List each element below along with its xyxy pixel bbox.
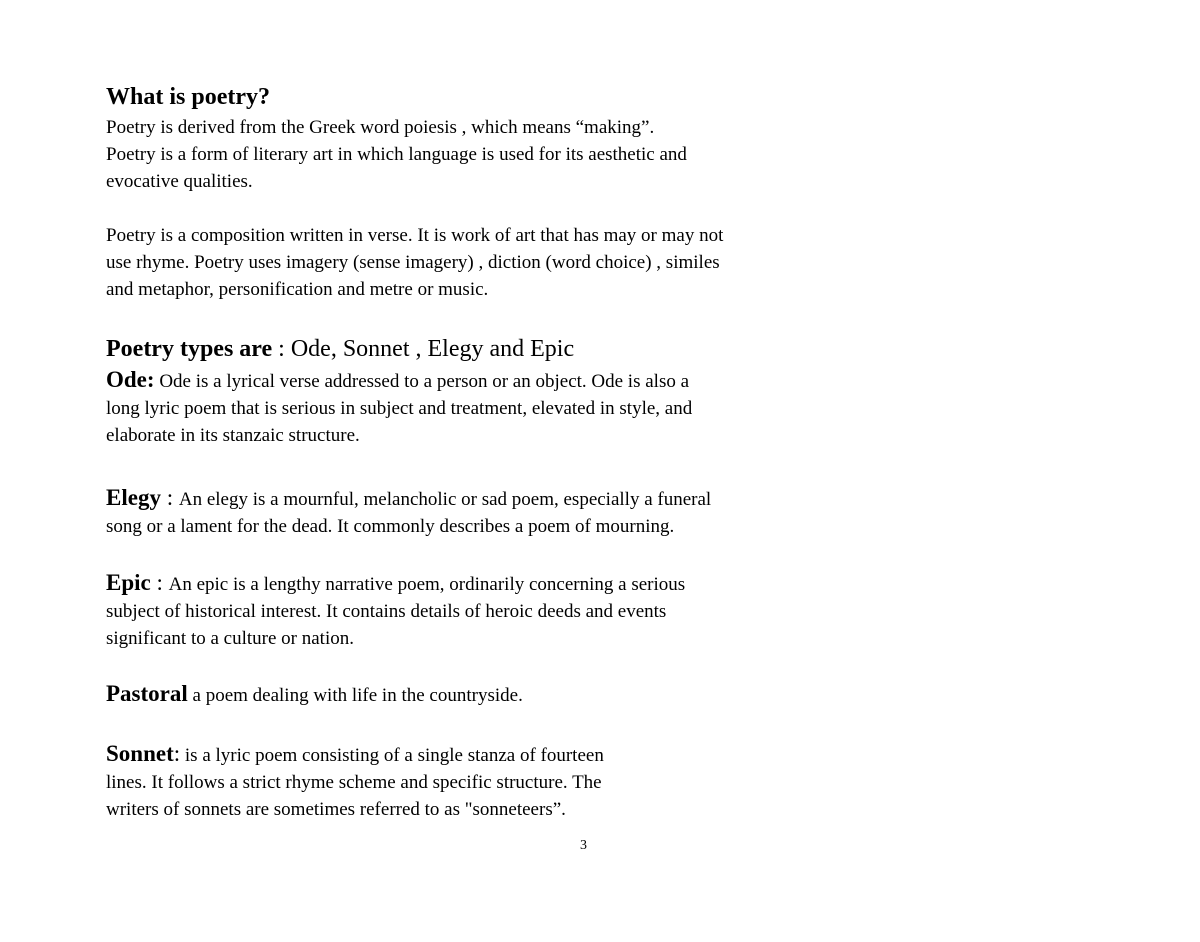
poetry-types-row xyxy=(106,334,574,366)
poetry-types-list: Ode, Sonnet , Elegy and Epic xyxy=(290,336,575,362)
poetry-types-separator: : xyxy=(272,336,291,362)
ode-term: Ode: xyxy=(106,367,155,392)
elegy-term: Elegy xyxy=(106,485,161,510)
paragraph-text: is a lyric poem consisting of a single stanza of fourteen xyxy=(180,745,604,766)
intro-paragraph xyxy=(106,114,687,195)
epic-first-line xyxy=(106,569,685,598)
epic-colon: : xyxy=(150,570,169,595)
poetry-types-label: Poetry types are xyxy=(106,336,273,362)
epic-section xyxy=(106,569,685,652)
ode-section xyxy=(106,366,692,449)
elegy-section xyxy=(106,484,711,540)
sonnet-section xyxy=(106,740,604,823)
title-block xyxy=(106,84,270,111)
pastoral-line xyxy=(106,680,523,709)
page-number: 3 xyxy=(580,838,587,853)
paragraph-line: and metaphor, personification and metre or music. xyxy=(106,279,489,300)
paragraph-line: evocative qualities. xyxy=(106,171,253,192)
paragraph-line: subject of historical interest. It contains details of heroic deeds and events xyxy=(106,601,667,622)
paragraph-line: long lyric poem that is serious in subject and treatment, elevated in style, and xyxy=(106,398,693,419)
sonnet-first-line xyxy=(106,740,604,769)
sonnet-colon: : xyxy=(173,741,181,766)
elegy-first-line xyxy=(106,484,711,513)
sonnet-term: Sonnet xyxy=(106,741,174,766)
paragraph-line: Poetry is derived from the Greek word poiesis , which means “making”. xyxy=(106,117,655,138)
epic-term: Epic xyxy=(106,570,151,595)
composition-paragraph xyxy=(106,222,723,303)
paragraph-line: writers of sonnets are sometimes referred to as "sonneteers”. xyxy=(106,799,566,820)
poetry-types-line xyxy=(106,334,574,366)
paragraph-line: Poetry is a composition written in verse. It is work of art that has may or may not xyxy=(106,225,724,246)
pastoral-term: Pastoral xyxy=(106,681,188,706)
paragraph-text: Ode is a lyrical verse addressed to a person or an object. Ode is also a xyxy=(154,371,690,392)
paragraph-line: use rhyme. Poetry uses imagery (sense imagery) , diction (word choice) , similes xyxy=(106,252,720,273)
ode-first-line xyxy=(106,366,692,395)
paragraph-line: lines. It follows a strict rhyme scheme and specific structure. The xyxy=(106,772,602,793)
elegy-colon: : xyxy=(160,485,179,510)
paragraph-line: song or a lament for the dead. It commonly describes a poem of mourning. xyxy=(106,516,675,537)
paragraph-line: significant to a culture or nation. xyxy=(106,628,354,649)
paragraph-line: elaborate in its stanzaic structure. xyxy=(106,425,360,446)
paragraph-text: An epic is a lengthy narrative poem, ordinarily concerning a serious xyxy=(168,574,686,595)
paragraph-text: An elegy is a mournful, melancholic or sad poem, especially a funeral xyxy=(178,489,712,510)
paragraph-text: a poem dealing with life in the countryside. xyxy=(187,685,523,706)
pastoral-section xyxy=(106,680,523,709)
page-title: What is poetry? xyxy=(106,84,270,110)
paragraph-line: Poetry is a form of literary art in which language is used for its aesthetic and xyxy=(106,144,687,165)
